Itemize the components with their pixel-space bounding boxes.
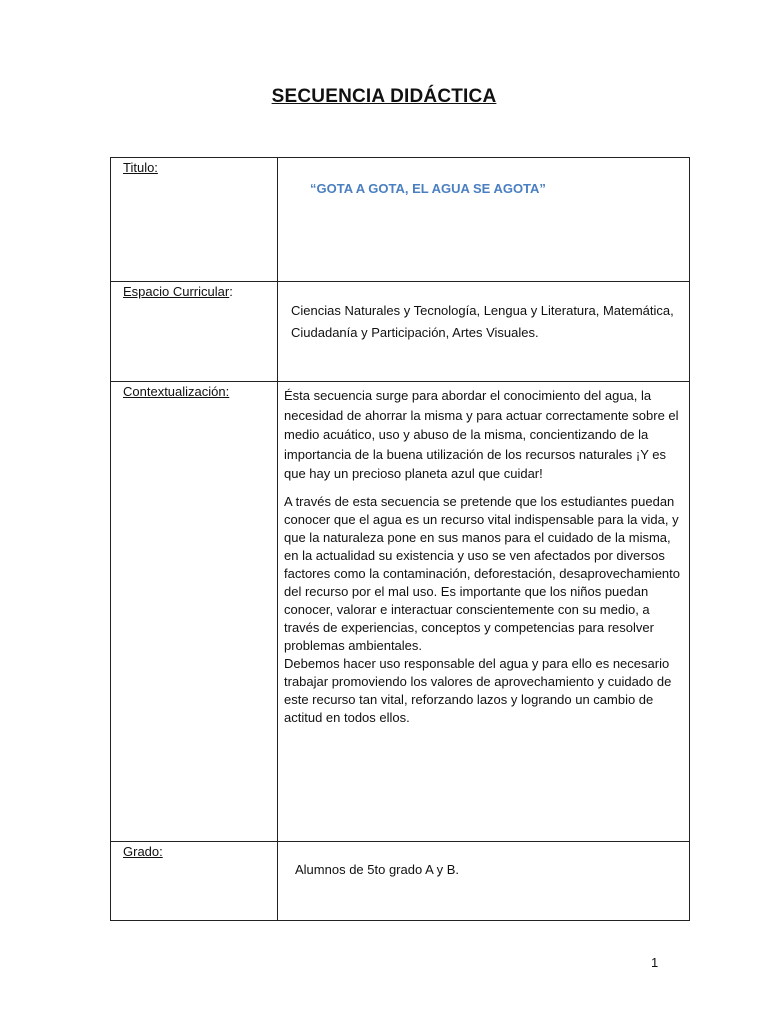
page-number: 1 <box>651 955 659 970</box>
contextualizacion-paragraph-1: Ésta secuencia surge para abordar el conocimiento del agua, la necesidad de ahorrar la misma y para actuar correctamente sobre el medio acuático, uso y abuso de la misma, concientizando de la importancia de la buena utilización de los recursos naturales ¡Y es que hay un precioso planeta azul que cuidar! <box>284 388 679 481</box>
titulo-label: Titulo: <box>123 160 158 175</box>
grado-value: Alumnos de 5to grado A y B. <box>278 842 690 921</box>
espacio-curricular-label-colon: : <box>229 284 233 299</box>
grado-label-cell <box>111 842 278 921</box>
grado-label: Grado: <box>123 844 163 859</box>
contextualizacion-paragraph-3: Debemos hacer uso responsable del agua y para ello es necesario trabajar promoviendo los valores de aprovechamiento y cuidado de este recurso tan vital, reforzando lazos y logrando un cambio de actitud en todos ellos. <box>284 655 672 725</box>
titulo-label-cell <box>111 158 278 282</box>
espacio-curricular-label: Espacio Curricular <box>123 284 230 299</box>
table-row-espacio-curricular <box>111 282 690 382</box>
contextualizacion-value <box>278 382 690 842</box>
contextualizacion-paragraph-2: A través de esta secuencia se pretende que los estudiantes puedan conocer que el agua es un recurso vital indispensable para la vida, y que la naturaleza pone en sus manos para el cuidado de la misma, en la actualidad su existencia y uso se ven afectados por diversos factores como la contaminación, deforestación, desaprovechamiento del recurso por el mal uso. Es importante que los niños puedan conocer, valorar e interactuar conscientemente con su medio, a través de experiencias, conceptos y competencias para resolver problemas ambientales. <box>284 493 680 653</box>
espacio-label-cell <box>111 282 278 382</box>
contextualizacion-label: Contextualización: <box>123 384 230 399</box>
titulo-value: “GOTA A GOTA, EL AGUA SE AGOTA” <box>278 158 690 282</box>
sequence-table <box>110 157 690 921</box>
table-row-grado <box>111 842 690 921</box>
document-title: SECUENCIA DIDÁCTICA <box>271 86 497 107</box>
table-row-contextualizacion <box>111 382 690 842</box>
table-row-titulo <box>111 158 690 282</box>
espacio-curricular-value: Ciencias Naturales y Tecnología, Lengua y Literatura, Matemática, Ciudadanía y Participación, Artes Visuales. <box>278 282 690 382</box>
contextualizacion-label-cell <box>111 382 278 842</box>
